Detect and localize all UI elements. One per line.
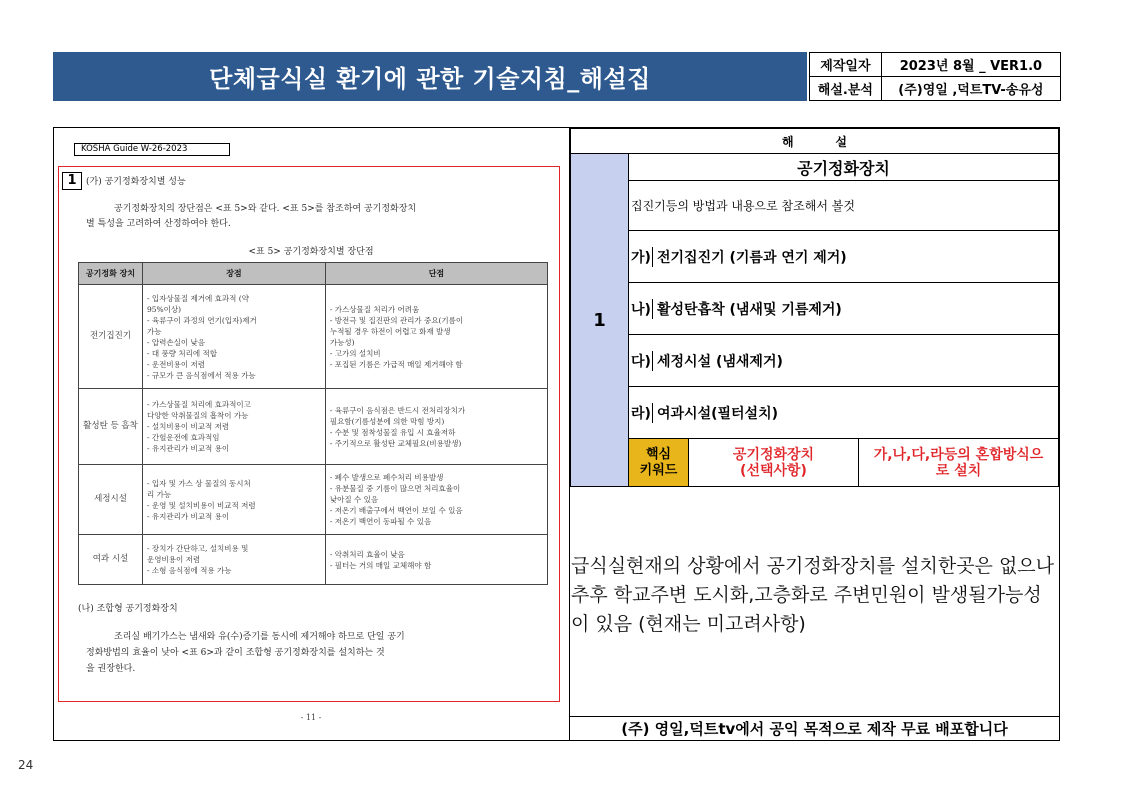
guide-page-number: - 11 - xyxy=(300,713,322,722)
cell-line: - 운전비용이 저렴 xyxy=(147,359,206,369)
cons-cell xyxy=(325,535,547,585)
table-row xyxy=(79,389,548,465)
pros-cell xyxy=(143,285,326,389)
cell-line: 운영비용이 저렴 xyxy=(147,555,201,564)
paragraph-line-3: 을 권장한다. xyxy=(86,664,136,674)
device-name: 활성탄 등 흡착 xyxy=(79,389,143,465)
commentary-description: 집진기등의 방법과 내용으로 참조해서 볼것 xyxy=(629,181,1059,231)
paragraph-line-2: 정화방법의 효율이 낮아 <표 6>과 같이 조합형 공기정화장치를 설치하는 것 xyxy=(86,648,385,658)
cell-line: - 저온기 백연이 동파될 수 있음 xyxy=(329,517,432,526)
section-heading: (가) 공기정화장치별 성능 xyxy=(86,177,186,187)
commentary-header: 해 설 xyxy=(571,129,1059,154)
device-name: 전기집진기 xyxy=(79,285,143,389)
commentary-topic: 공기정화장치 xyxy=(629,154,1059,181)
cell-line: - 유지관리가 비교적 용이 xyxy=(147,444,230,453)
table-row xyxy=(79,285,548,389)
keyword-1 xyxy=(689,439,859,487)
item-label: 가) xyxy=(631,247,653,267)
item-text: 세정시설 (냄새제거) xyxy=(657,353,783,370)
sub-heading: (나) 조합형 공기정화장치 xyxy=(78,604,178,614)
document-title: 단체급식실 환기에 관한 기술지침_해설집 xyxy=(53,52,807,101)
cell-line: 낮아질 수 있음 xyxy=(329,495,379,504)
keyword-2 xyxy=(859,439,1059,487)
page-number: 24 xyxy=(18,758,34,772)
cell-line: - 입자 및 가스 상 물질의 동시처 xyxy=(147,478,251,488)
cell-line: - 저온기 배출구에서 백연이 보일 수 있음 xyxy=(329,506,463,515)
item-label: 나) xyxy=(631,299,653,319)
cell-line: - 유분물질 중 기름이 많으면 처리효율이 xyxy=(329,484,461,493)
cell-line: - 주기적으로 활성탄 교체필요(비용발생) xyxy=(329,438,462,448)
cell-line: - 운영 및 설치비용이 비교적 저렴 xyxy=(147,500,256,510)
meta-date-value: 2023년 8월 _ VER1.0 xyxy=(881,53,1060,77)
cell-line: 다양한 악취물질의 흡착이 가능 xyxy=(147,411,249,420)
item-label: 라) xyxy=(631,403,653,423)
cell-line: - 악취처리 효율이 낮음 xyxy=(329,549,405,559)
item-text: 활성탄흡착 (냄새및 기름제거) xyxy=(657,301,842,318)
cell-line: - 필터는 거의 매일 교체해야 함 xyxy=(329,560,432,570)
commentary-number: 1 xyxy=(571,154,629,487)
cell-line: - 간헐운전에 효과적임 xyxy=(147,433,220,442)
meta-author-label: 해설.분석 xyxy=(810,77,882,101)
cell-line: - 장치가 간단하고, 설치비용 및 xyxy=(147,544,249,553)
cell-line: - 수분 및 점착성물질 유입 시 효율저하 xyxy=(329,427,456,437)
keyword-line: (선택사항) xyxy=(740,462,807,479)
intro-line-1: 공기정화장치의 장단점은 <표 5>와 같다. <표 5>를 참조하여 공기정화장치 xyxy=(114,204,417,214)
commentary-table xyxy=(570,128,1059,487)
table-row xyxy=(79,535,548,585)
section-number: 1 xyxy=(62,172,82,190)
cell-line: - 대 풍량 처리에 적합 xyxy=(147,348,218,358)
keyword-label-line: 키워드 xyxy=(639,462,678,478)
cell-line: - 유지관리가 비교적 용이 xyxy=(147,511,230,521)
device-name: 세정시설 xyxy=(79,465,143,535)
meta-date-label: 제작일자 xyxy=(810,53,882,77)
cell-line: - 고가의 설치비 xyxy=(329,348,381,358)
keyword-line: 로 설치 xyxy=(935,462,982,479)
commentary-body: 급식실현재의 상황에서 공기정화장치를 설치한곳은 없으나 추후 학교주변 도시화,고층화로 주변민원이 발생될가능성이 있음 (현재는 미고려사항) xyxy=(571,555,1055,635)
cell-line: - 방전극 및 집진판의 관리가 중요(기름이 xyxy=(329,315,464,325)
keyword-line: 공기정화장치 xyxy=(732,446,815,463)
cell-line: - 규모가 큰 음식점에서 적용 가능 xyxy=(147,370,256,380)
keyword-line: 가,나,다,라등의 혼합방식으 xyxy=(873,446,1044,463)
intro-line-2: 별 특성을 고려하여 산정하여야 한다. xyxy=(86,219,231,229)
keyword-label-line: 핵심 xyxy=(645,446,672,462)
cell-line: - 육류구이 음식점은 반드시 전처리장치가 xyxy=(329,405,466,415)
cell-line: 95%이상) xyxy=(147,304,182,314)
cell-line: - 압력손실이 낮음 xyxy=(147,337,206,347)
cell-line: 리 가능 xyxy=(147,489,172,499)
list-item xyxy=(629,335,1059,387)
cons-cell xyxy=(325,389,547,465)
guide-excerpt xyxy=(56,130,566,736)
cell-line: - 가스상물질 처리가 어려움 xyxy=(329,304,420,314)
cons-cell xyxy=(325,465,547,535)
item-label: 다) xyxy=(631,351,653,371)
item-text: 여과시설(필터설치) xyxy=(657,405,778,422)
pros-cell xyxy=(143,389,326,465)
col-header-device: 공기정화 장치 xyxy=(79,263,143,285)
cell-line: - 입자상물질 제거에 효과적 (약 xyxy=(147,293,249,303)
table-caption: <표 5> 공기정화장치별 장단점 xyxy=(248,247,374,257)
cell-line: 가능 xyxy=(147,326,162,336)
pros-cell xyxy=(143,535,326,585)
document-meta-table xyxy=(809,52,1061,101)
comparison-table xyxy=(78,262,548,585)
cell-line: - 포집된 기름은 가급적 매일 제거해야 함 xyxy=(329,359,463,369)
cell-line: - 설치비용이 비교적 저렴 xyxy=(147,422,230,431)
meta-author-value: (주)영일 ,덕트TV-송유성 xyxy=(881,77,1060,101)
cell-line: - 육류구이 과정의 연기(입자)제거 xyxy=(147,315,257,325)
guide-code: KOSHA Guide W-26-2023 xyxy=(74,143,230,156)
keyword-label xyxy=(629,439,689,487)
list-item xyxy=(629,283,1059,335)
list-item xyxy=(629,387,1059,439)
distribution-notice: (주) 영일,덕트tv에서 공익 목적으로 제작 무료 배포합니다 xyxy=(570,716,1059,741)
device-name: 여과 시설 xyxy=(79,535,143,585)
cons-cell xyxy=(325,285,547,389)
cell-line: - 소형 음식점에 적용 가능 xyxy=(147,566,232,575)
cell-line: 필요함(기름성분에 의한 막힘 방지) xyxy=(329,416,445,426)
table-header-row xyxy=(79,263,548,285)
cell-line: 누적될 경우 하전이 어렵고 화재 발생 xyxy=(329,326,451,336)
item-text: 전기집진기 (기름과 연기 제거) xyxy=(657,249,847,266)
col-header-pros: 장점 xyxy=(143,263,326,285)
pros-cell xyxy=(143,465,326,535)
col-header-cons: 단점 xyxy=(325,263,547,285)
table-row xyxy=(79,465,548,535)
cell-line: - 가스상물질 처리에 효과적이고 xyxy=(147,400,251,409)
list-item xyxy=(629,231,1059,283)
cell-line: - 폐수 발생으로 폐수처리 비용발생 xyxy=(329,473,444,482)
paragraph-line-1: 조리실 배기가스는 냄새와 유(수)증기를 동시에 제거해야 하므로 단일 공기 xyxy=(114,632,405,642)
cell-line: 가능성) xyxy=(329,337,355,347)
